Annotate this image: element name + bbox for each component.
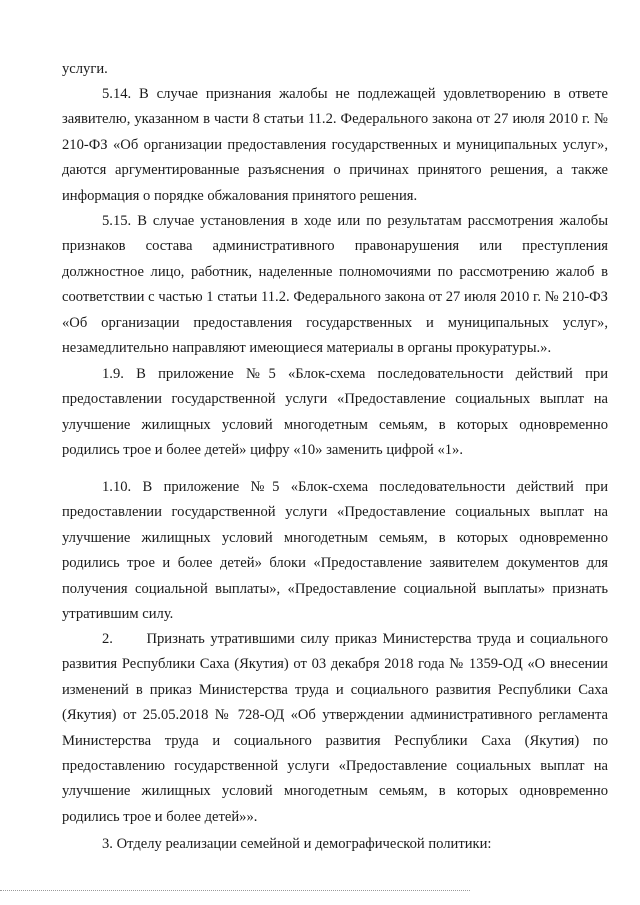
continued-text-line: услуги. [62,61,108,77]
paragraph-5-14: 5.14. В случае признания жалобы не подлежащей удовлетворению в ответе заявителю, указанном в части 8 статьи 11.2. Федерального закона от 27 июля 2010 г. № 210-ФЗ «Об организации предоставления государственных и муниципальных услуг», даются аргументированные разъяснения о причинах принятого решения, а также информация о порядке обжалования принятого решения. [62,86,608,204]
paragraph-3: 3. Отделу реализации семейной и демографической политики: [102,836,492,852]
scan-artifact-divider [0,890,470,892]
paragraph-1-10: 1.10. В приложение №5 «Блок-схема последовательности действий при предоставлении государственной услуги «Предоставление социальных выплат на улучшение жилищных условий многодетным семьям, в которых одновременно родились трое и более детей» блоки «Предоставление заявителем документов для получения социальной выплаты», «Предоставление социальной выплаты» признать утратившим силу. [62,479,608,623]
paragraph-1-9: 1.9. В приложение №5 «Блок-схема последовательности действий при предоставлении государственной услуги «Предоставление социальных выплат на улучшение жилищных условий многодетным семьям, в которых одновременно родились трое и более детей» цифру «10» заменить цифрой «1». [62,366,608,459]
paragraph-2: 2. Признать утратившими силу приказ Министерства труда и социального развития Республики Саха (Якутия) от 03 декабря 2018 года № 1359-ОД «О внесении изменений в приказ Министерства труда и социального развития Республики Саха (Якутия) от 25.05.2018 № 728-ОД «Об утверждении административного регламента Министерства труда и социального развития Республики Саха (Якутия) по предоставлению государственной услуги «Предоставление социальных выплат на улучшение жилищных условий многодетным семьям, в которых одновременно родились трое и более детей»». [62,631,608,825]
paragraph-5-15: 5.15. В случае установления в ходе или по результатам рассмотрения жалобы признаков состава административного правонарушения или преступления должностное лицо, работник, наделенные полномочиями по рассмотрению жалоб в соответствии с частью 1 статьи 11.2. Федерального закона от 27 июля 2010 г. № 210-ФЗ «Об организации предоставления государственных и муниципальных услуг», незамедлительно направляют имеющиеся материалы в органы прокуратуры.». [62,213,608,357]
